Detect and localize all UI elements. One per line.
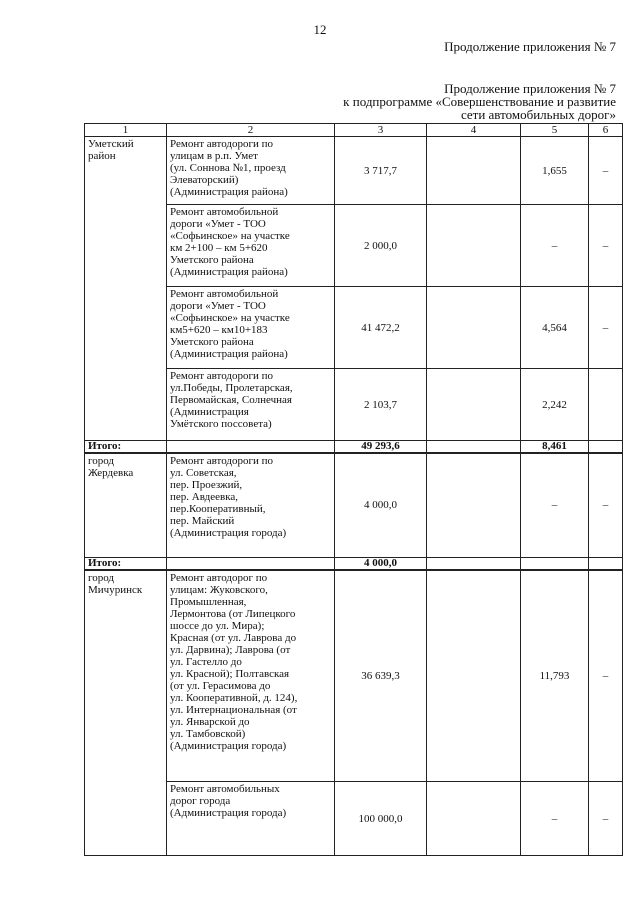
table-row [85, 137, 623, 205]
column-5-cell: – [521, 782, 589, 856]
area-name-line: Уметский [88, 138, 134, 150]
column-number: 2 [167, 124, 335, 137]
column-5-cell: 11,793 [521, 570, 589, 782]
total-column-4 [427, 557, 521, 570]
description-line: ул. Январской до [170, 715, 250, 728]
description-line: Первомайская, Солнечная [170, 394, 292, 406]
column-6-cell: – [589, 205, 623, 287]
description-line: (ул. Соннова №1, проезд [170, 162, 286, 174]
column-6-cell: – [589, 570, 623, 782]
appendix-reference-line: сети автомобильных дорог» [460, 107, 616, 122]
description-line: ул.Победы, Пролетарская, [170, 382, 293, 394]
total-label: Итого: [85, 441, 167, 454]
appendix-reference [343, 82, 616, 121]
amount-cell: 3 717,7 [335, 137, 427, 205]
table-row [85, 453, 623, 557]
description-line: ул. Интернациональная (от [170, 703, 297, 716]
description-line: Ремонт автодороги по [170, 370, 274, 382]
total-label: Итого: [85, 557, 167, 570]
description-line: дороги «Умет - ТОО [170, 300, 266, 312]
description-cell [167, 782, 335, 856]
amount-cell: 2 103,7 [335, 369, 427, 441]
total-amount: 49 293,6 [335, 441, 427, 454]
total-column-6 [589, 441, 623, 454]
description-cell [167, 570, 335, 782]
description-line: дорог города [170, 795, 231, 807]
description-line: Промышленная, [170, 595, 247, 608]
amount-cell: 41 472,2 [335, 287, 427, 369]
description-line: «Софьинское» на участке [170, 312, 290, 324]
description-line: Лермонтова (от Липецкого [170, 607, 296, 620]
column-6-cell: – [589, 782, 623, 856]
description-line: Ремонт автодороги по [170, 455, 274, 467]
description-line: Ремонт автодороги по [170, 138, 274, 150]
total-column-6 [589, 557, 623, 570]
appendix-reference-line: к подпрограмме «Совершенствование и развитие [343, 94, 616, 109]
description-line: (Администрация [170, 406, 249, 418]
description-line: пер. Проезжий, [170, 479, 243, 491]
column-4-cell [427, 137, 521, 205]
description-line: Умётского поссовета) [170, 418, 272, 430]
column-5-cell: 1,655 [521, 137, 589, 205]
column-6-cell: – [589, 137, 623, 205]
column-number: 6 [589, 124, 623, 137]
amount-cell: 100 000,0 [335, 782, 427, 856]
total-column-5: 8,461 [521, 441, 589, 454]
appendix-reference-line: Продолжение приложения № 7 [444, 81, 616, 96]
description-line: ул. Красной); Полтавская [170, 667, 290, 680]
column-6-cell: – [589, 287, 623, 369]
description-line: улицам в р.п. Умет [170, 150, 258, 162]
description-line: пер. Авдеевка, [170, 491, 238, 503]
total-amount: 4 000,0 [335, 557, 427, 570]
column-4-cell [427, 287, 521, 369]
column-number: 4 [427, 124, 521, 137]
description-line: Уметского района [170, 254, 254, 266]
description-cell [167, 369, 335, 441]
description-line: Ремонт автомобильной [170, 206, 279, 218]
description-line: (Администрация города) [170, 807, 287, 819]
column-5-cell: – [521, 453, 589, 557]
area-name-line: город [88, 571, 115, 584]
total-column-5 [521, 557, 589, 570]
description-line: дороги «Умет - ТОО [170, 218, 266, 230]
description-line: ул. Советская, [170, 467, 237, 479]
total-column-4 [427, 441, 521, 454]
column-4-cell [427, 570, 521, 782]
description-line: Элеваторский) [170, 174, 239, 186]
column-5-cell: 2,242 [521, 369, 589, 441]
column-4-cell [427, 453, 521, 557]
area-name-line: Мичуринск [88, 583, 143, 596]
column-6-cell: – [589, 453, 623, 557]
total-row [85, 441, 623, 454]
description-line: км5+620 – км10+183 [170, 324, 268, 336]
area-name-line: Жердевка [88, 467, 134, 479]
description-line: (Администрация города) [170, 739, 287, 752]
area-name-line: район [88, 150, 116, 162]
table-row [85, 570, 623, 782]
column-5-cell: – [521, 205, 589, 287]
description-line: Красная (от ул. Лаврова до [170, 631, 297, 644]
description-line: ул. Кооперативной, д. 124), [170, 691, 298, 704]
description-line: Уметского района [170, 336, 254, 348]
roads-table [84, 123, 623, 856]
description-line: Ремонт автомобильных [170, 783, 280, 795]
description-line: ул. Тамбовской) [170, 727, 246, 740]
total-row [85, 557, 623, 570]
description-line: (от ул. Герасимова до [170, 679, 271, 692]
description-line: пер.Кооперативный, [170, 503, 266, 515]
amount-cell: 2 000,0 [335, 205, 427, 287]
description-line: ул. Гастелло до [170, 655, 242, 668]
column-4-cell [427, 782, 521, 856]
description-line: ул. Дарвина); Лаврова (от [170, 643, 291, 656]
total-description-cell [167, 441, 335, 454]
column-6-cell [589, 369, 623, 441]
column-number-row [85, 124, 623, 137]
page-number: 12 [313, 22, 327, 37]
description-line: Ремонт автодорог по [170, 571, 268, 584]
description-cell [167, 453, 335, 557]
amount-cell: 36 639,3 [335, 570, 427, 782]
description-cell [167, 137, 335, 205]
description-line: (Администрация города) [170, 527, 287, 539]
column-number: 5 [521, 124, 589, 137]
amount-cell: 4 000,0 [335, 453, 427, 557]
description-cell [167, 205, 335, 287]
description-line: (Администрация района) [170, 348, 288, 360]
description-line: шоссе до ул. Мира); [170, 619, 265, 632]
column-number: 1 [85, 124, 167, 137]
description-line: улицам: Жуковского, [170, 583, 268, 596]
column-4-cell [427, 205, 521, 287]
column-number: 3 [335, 124, 427, 137]
description-line: «Софьинское» на участке [170, 230, 290, 242]
description-line: Ремонт автомобильной [170, 288, 279, 300]
area-cell [85, 137, 167, 441]
area-name-line: город [88, 455, 115, 467]
description-line: км 2+100 – км 5+620 [170, 242, 268, 254]
column-5-cell: 4,564 [521, 287, 589, 369]
description-line: (Администрация района) [170, 186, 288, 198]
column-4-cell [427, 369, 521, 441]
description-cell [167, 287, 335, 369]
area-cell [85, 453, 167, 557]
appendix-continuation: Продолжение приложения № 7 [444, 39, 616, 54]
total-description-cell [167, 557, 335, 570]
description-line: пер. Майский [170, 515, 235, 527]
description-line: (Администрация района) [170, 266, 288, 278]
area-cell [85, 570, 167, 856]
